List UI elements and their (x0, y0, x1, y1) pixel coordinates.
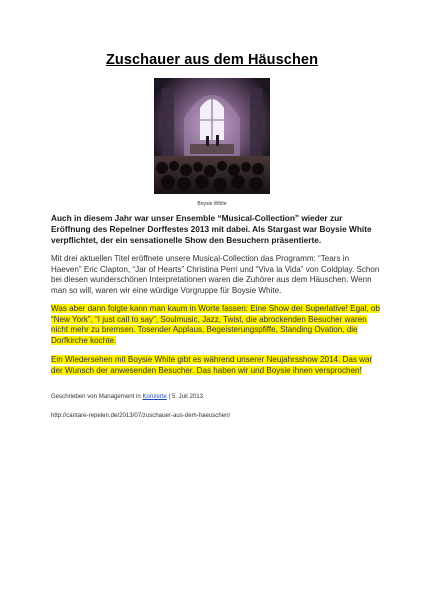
concert-photo (154, 78, 270, 194)
paragraph-reunion (51, 355, 381, 376)
highlighted-text: Was aber dann folgte kann man kaum in Worte fassen: Eine Show der Superlative! Egal, ob “New York”, “I just call to say”, Soulmusic, Jazz, Twist, die abrockenden Besucher waren nicht mehr zu bremsen. Tosender Applaus, Begeisterungspfiffe, Standing Ovation, die Dorfkirche kochte. (51, 304, 380, 345)
post-date: | 5. Juli 2013 (168, 393, 204, 400)
category-link[interactable]: Konzerte (142, 393, 167, 400)
byline (51, 393, 203, 400)
paragraph-show (51, 304, 381, 346)
highlighted-text: Ein Wiedersehen mit Boysie White gibt es während unserer Neujahrsshow 2014. Das war der Wunsch der anwesenden Besucher. Das haben wir und Boysie ihnen versprochen! (51, 355, 373, 375)
lead-paragraph: Auch in diesem Jahr war unser Ensemble “Musical-Collection” wieder zur Eröffnung des Repelner Dorffestes 2013 mit dabei. Als Stargast war Boysie White verpflichtet, der ein sensationelle Show den Besuchern präsentierte. (51, 213, 372, 245)
image-caption: Boysie White (197, 201, 227, 207)
article-title: Zuschauer aus dem Häuschen (105, 52, 319, 68)
paragraph-program: Mit drei aktuellen Titel eröffnete unsere Musical-Collection das Programm: “Tears in Haeven” Eric Clapton, “Jar of Hearts” Christina Perri und “Viva la Vida” von Coldplay. Schon bei diesen wunderschönen Interpretationen waren die Zuhörer aus dem Häuschen. Wenn man so will, waren wir eine würdige Vorgruppe für Boysie White. (51, 254, 380, 295)
source-url: http://cantare-repelen.de/2013/07/zuschauer-aus-dem-haeuschen/ (51, 412, 231, 419)
byline-prefix: Geschrieben von Management in (51, 393, 141, 400)
